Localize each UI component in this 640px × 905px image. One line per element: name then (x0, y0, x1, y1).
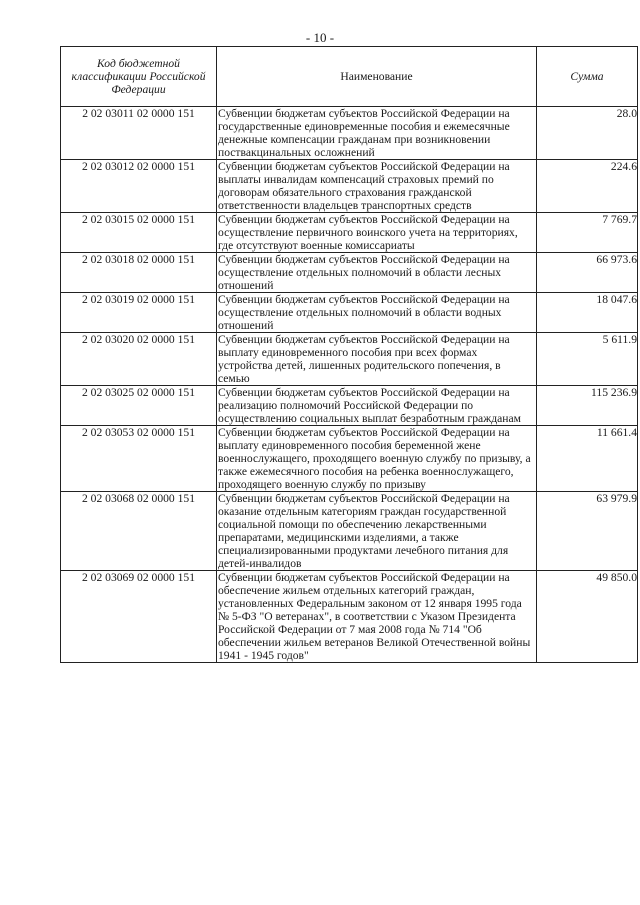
table-row (61, 492, 638, 571)
table-row (61, 213, 638, 253)
row-amount: 66 973.6 (537, 253, 638, 293)
header-name: Наименование (217, 47, 537, 107)
row-amount: 11 661.4 (537, 426, 638, 492)
row-amount: 63 979.9 (537, 492, 638, 571)
row-amount: 28.0 (537, 107, 638, 160)
table-row (61, 293, 638, 333)
page-number: - 10 - (305, 30, 335, 45)
table-header-row (61, 47, 638, 107)
row-code: 2 02 03053 02 0000 151 (61, 426, 217, 492)
table-row (61, 426, 638, 492)
row-code: 2 02 03069 02 0000 151 (61, 571, 217, 663)
table-row (61, 571, 638, 663)
row-code: 2 02 03020 02 0000 151 (61, 333, 217, 386)
row-name: Субвенции бюджетам субъектов Российской Федерации на осуществление первичного воинского учета на территориях, где отсутствуют военные комиссариаты (217, 213, 537, 253)
row-name: Субвенции бюджетам субъектов Российской Федерации на осуществление отдельных полномочий в области лесных отношений (217, 253, 537, 293)
row-amount: 224.6 (537, 160, 638, 213)
row-name: Субвенции бюджетам субъектов Российской Федерации на выплату единовременного пособия беременной жене военнослужащего, проходящего военную службу по призыву, а также ежемесячного пособия на ребенка военнослужащего, проходящего военную службу по призыву (217, 426, 537, 492)
row-code: 2 02 03018 02 0000 151 (61, 253, 217, 293)
row-name: Субвенции бюджетам субъектов Российской Федерации на выплаты инвалидам компенсаций страховых премий по договорам обязательного страхования гражданской ответственности владельцев транспортных средств (217, 160, 537, 213)
header-code: Код бюджетной классификации Российской Федерации (61, 47, 217, 107)
row-name: Субвенции бюджетам субъектов Российской Федерации на оказание отдельным категориям граждан государственной социальной помощи по обеспечению лекарственными препаратами, медицинскими изделиями, а также специализированными продуктами лечебного питания для детей-инвалидов (217, 492, 537, 571)
row-amount: 49 850.0 (537, 571, 638, 663)
table-row (61, 386, 638, 426)
row-code: 2 02 03068 02 0000 151 (61, 492, 217, 571)
table-row (61, 333, 638, 386)
row-name: Субвенции бюджетам субъектов Российской Федерации на обеспечение жильем отдельных категорий граждан, установленных Федеральным законом от 12 января 1995 года № 5-ФЗ "О ветеранах", в соответствии с Указом Президента Российской Федерации от 7 мая 2008 года № 714 "Об обеспечении жильем ветеранов Великой Отечественной войны 1941 - 1945 годов" (217, 571, 537, 663)
row-amount: 7 769.7 (537, 213, 638, 253)
row-code: 2 02 03019 02 0000 151 (61, 293, 217, 333)
row-code: 2 02 03015 02 0000 151 (61, 213, 217, 253)
table-row (61, 160, 638, 213)
row-code: 2 02 03012 02 0000 151 (61, 160, 217, 213)
row-amount: 18 047.6 (537, 293, 638, 333)
row-amount: 5 611.9 (537, 333, 638, 386)
row-code: 2 02 03011 02 0000 151 (61, 107, 217, 160)
row-name: Субвенции бюджетам субъектов Российской Федерации на осуществление отдельных полномочий в области водных отношений (217, 293, 537, 333)
header-amount: Сумма (537, 47, 638, 107)
row-amount: 115 236.9 (537, 386, 638, 426)
row-name: Субвенции бюджетам субъектов Российской Федерации на выплату единовременного пособия при всех формах устройства детей, лишенных родительского попечения, в семью (217, 333, 537, 386)
row-code: 2 02 03025 02 0000 151 (61, 386, 217, 426)
table-row (61, 253, 638, 293)
budget-table (60, 46, 638, 663)
row-name: Субвенции бюджетам субъектов Российской Федерации на реализацию полномочий Российской Федерации по осуществлению социальных выплат безработным гражданам (217, 386, 537, 426)
table-row (61, 107, 638, 160)
row-name: Субвенции бюджетам субъектов Российской Федерации на государственные единовременные пособия и ежемесячные денежные компенсации гражданам при возникновении поствакцинальных осложнений (217, 107, 537, 160)
